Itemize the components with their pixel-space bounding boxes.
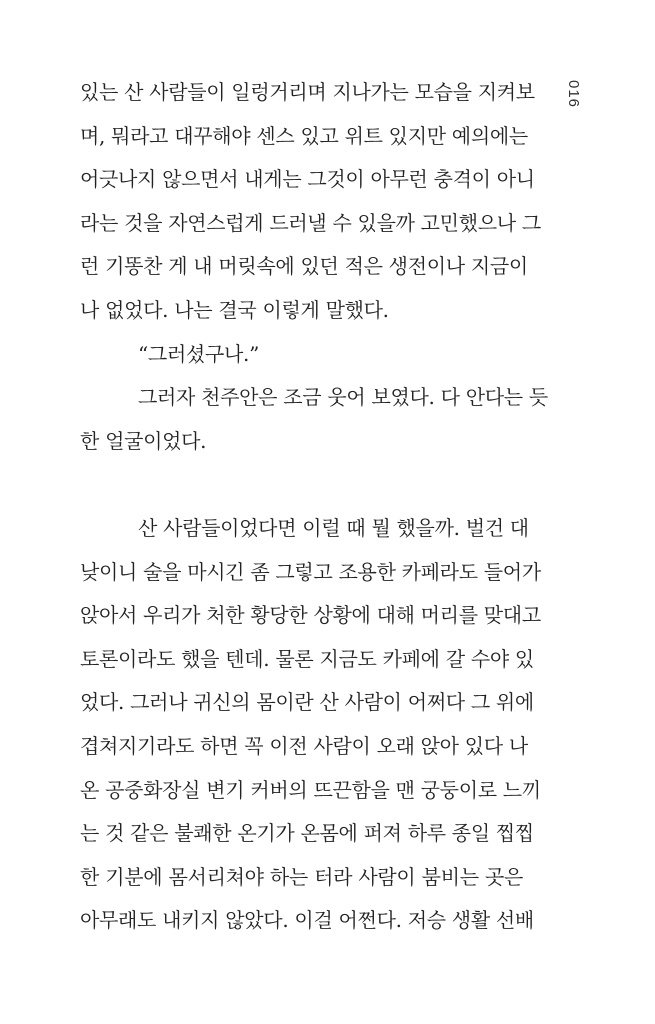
text-line: 겹쳐지기라도 하면 꼭 이전 사람이 오래 앉아 있다 나 [80, 733, 528, 758]
text-line: 런 기똥찬 게 내 머릿속에 있던 적은 생전이나 지금이 [80, 254, 528, 279]
text-line: 온 공중화장실 변기 커버의 뜨끈함을 맨 궁둥이로 느끼 [80, 777, 541, 802]
text-line: 며, 뭐라고 대꾸해야 센스 있고 위트 있지만 예의에는 [80, 123, 528, 148]
paragraph [80, 507, 541, 943]
body-text [80, 71, 548, 943]
text-line: 한 기분에 몸서리쳐야 하는 터라 사람이 붐비는 곳은 [80, 864, 523, 889]
text-line: 있는 산 사람들이 일렁거리며 지나가는 모습을 지켜보 [80, 80, 535, 104]
text-line: 아무래도 내키지 않았다. 이걸 어쩐다. 저승 생활 선배 [80, 908, 534, 933]
text-line: 산 사람들이었다면 이럴 때 뭘 했을까. 벌건 대 [138, 515, 529, 540]
text-line: 한 얼굴이었다. [80, 428, 207, 453]
text-line: 었다. 그러나 귀신의 몸이란 산 사람이 어쩌다 그 위에 [80, 690, 534, 715]
text-line: 앉아서 우리가 처한 황당한 상황에 대해 머리를 맞대고 [80, 603, 541, 628]
text-line: 어긋나지 않으면서 내게는 그것이 아무런 충격이 아니 [80, 167, 535, 192]
paragraph [80, 376, 548, 463]
page-number: 016 [565, 80, 582, 109]
dialogue-line: “그러셨구나.” [138, 341, 260, 366]
paragraph-continued [80, 71, 541, 333]
text-line: 라는 것을 자연스럽게 드러낼 수 있을까 고민했으나 그 [80, 210, 541, 235]
text-line: 는 것 같은 불쾌한 온기가 온몸에 퍼져 하루 종일 찝찝 [80, 821, 534, 846]
text-line: 토론이라도 했을 텐데. 물론 지금도 카페에 갈 수야 있 [80, 646, 534, 671]
text-line: 그러자 천주안은 조금 웃어 보였다. 다 안다는 듯 [138, 385, 548, 410]
paragraph-dialogue [80, 333, 523, 377]
section-break [80, 463, 523, 507]
text-line: 낮이니 술을 마시긴 좀 그렇고 조용한 카페라도 들어가 [80, 559, 541, 584]
text-line: 나 없었다. 나는 결국 이렇게 말했다. [80, 297, 389, 322]
